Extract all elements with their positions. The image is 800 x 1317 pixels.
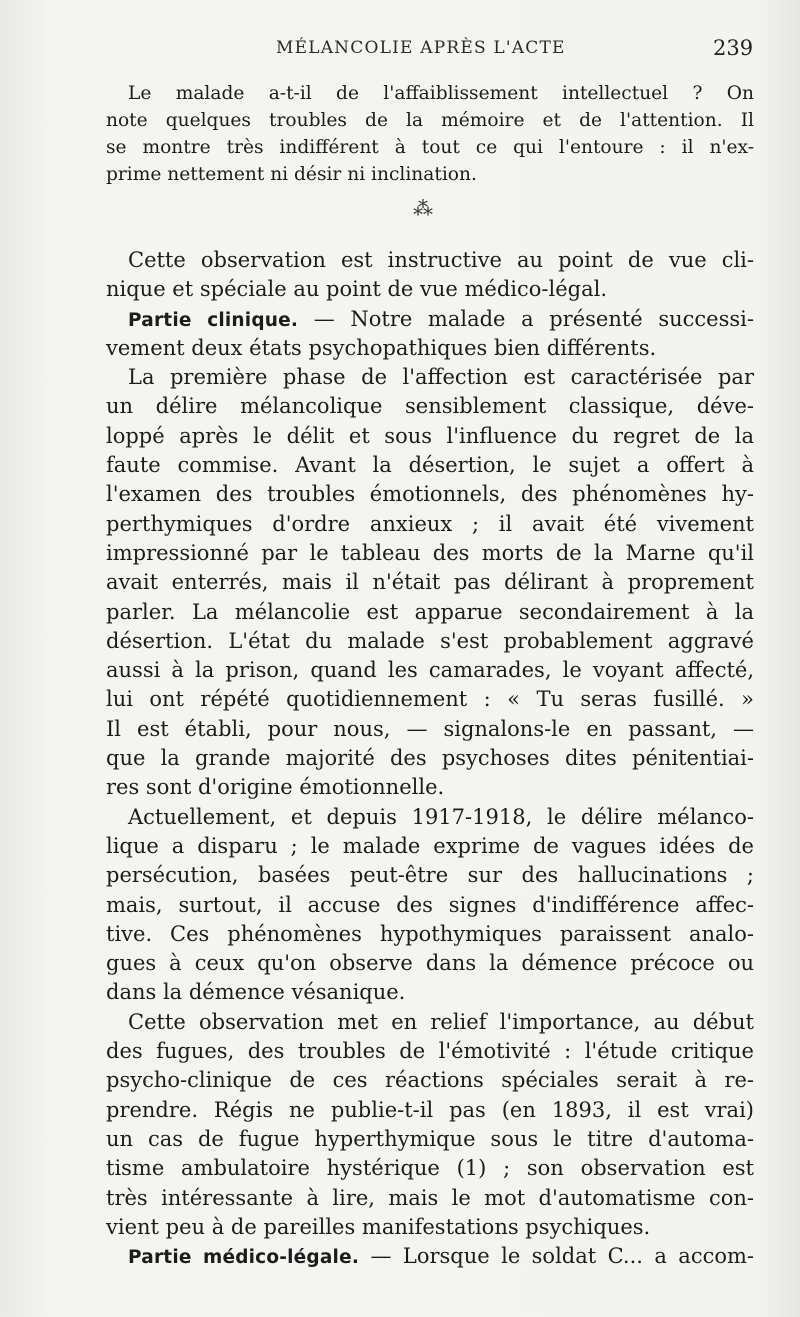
text-line: Actuellement, et depuis 1917-1918, le délire mélanco- [128,804,754,829]
text-line: aussi à la prison, quand les camarades, le voyant affecté, [106,658,754,683]
running-head: MÉLANCOLIE APRÈS L'ACTE [276,38,566,58]
text-line: Cette observation est instructive au point de vue cli- [128,248,754,272]
text-line: se montre très indifférent à tout ce qui l'entoure : il n'ex- [106,137,754,158]
text-line: nique et spéciale au point de vue médico-légal. [106,277,608,302]
page-header [0,36,800,66]
text-line: impressionné par le tableau des morts de la Marne qu'il [106,540,754,565]
asterism-glyph: ⁂ [413,196,433,220]
text-line: vement deux états psychopathiques bien différents. [106,335,657,360]
text-line: prime nettement ni désir ni inclination. [106,164,477,185]
text-line: Le malade a-t-il de l'affaiblissement intellectuel ? On [128,83,754,104]
text-line: tive. Ces phénomènes hypothymiques paraissent analo- [106,921,754,946]
section-heading-clinical: Partie clinique. [128,309,299,331]
text-line: persécution, basées peut-être sur des hallucinations ; [106,863,754,888]
text-line: Cette observation met en relief l'importance, au début [128,1009,754,1034]
text-line: psycho-clinique de ces réactions spéciales serait à re- [106,1068,754,1093]
text-line: désertion. L'état du malade s'est probablement aggravé [106,628,754,653]
text-span: — Notre malade a présenté successi- [298,306,754,331]
text-line: prendre. Régis ne publie-t-il pas (en 1893, il est vrai) [106,1097,754,1122]
text-span: — Lorsque le soldat C... a accom- [359,1244,754,1269]
text-line: parler. La mélancolie est apparue secondairement à la [106,599,754,624]
text-line: vient peu à de pareilles manifestations psychiques. [106,1214,651,1239]
text-line: res sont d'origine émotionnelle. [106,775,445,800]
text-line: note quelques troubles de la mémoire et de l'attention. Il [106,110,754,131]
text-line: tisme ambulatoire hystérique (1) ; son observation est [106,1156,754,1181]
main-text [106,246,754,1271]
text-line [106,1242,754,1271]
text-line: faute commise. Avant la désertion, le sujet a offert à [106,453,754,478]
text-line: un cas de fugue hyperthymique sous le titre d'automa- [106,1126,754,1151]
text-line: très intéressante à lire, mais le mot d'automatisme con- [106,1185,754,1210]
text-line: loppé après le délit et sous l'influence du regret de la [106,423,754,448]
intro-text [106,80,754,188]
text-line: un délire mélancolique sensiblement classique, déve- [106,394,754,419]
page-number: 239 [713,36,754,60]
text-line: dans la démence vésanique. [106,980,406,1005]
text-line: perthymiques d'ordre anxieux ; il avait été vivement [106,511,754,536]
text-line: La première phase de l'affection est caractérisée par [128,365,754,390]
text-line: l'examen des troubles émotionnels, des phénomènes hy- [106,482,754,507]
text-line: que la grande majorité des psychoses dites pénitentiai- [106,746,754,771]
section-heading-medicolegal: Partie médico-légale. [128,1247,360,1269]
text-line: des fugues, des troubles de l'émotivité : l'étude critique [106,1039,754,1064]
text-line: gues à ceux qu'on observe dans la démence précoce ou [106,951,754,976]
text-line [106,305,754,334]
text-line: mais, surtout, il accuse des signes d'indifférence affec- [106,892,754,917]
text-line: Il est établi, pour nous, — signalons-le en passant, — [106,716,754,741]
text-line: avait enterrés, mais il n'était pas délirant à proprement [106,570,754,595]
text-line: lique a disparu ; le malade exprime de vagues idées de [106,833,754,858]
text-line: lui ont répété quotidiennement : « Tu seras fusillé. » [106,687,754,712]
section-separator [408,197,438,219]
